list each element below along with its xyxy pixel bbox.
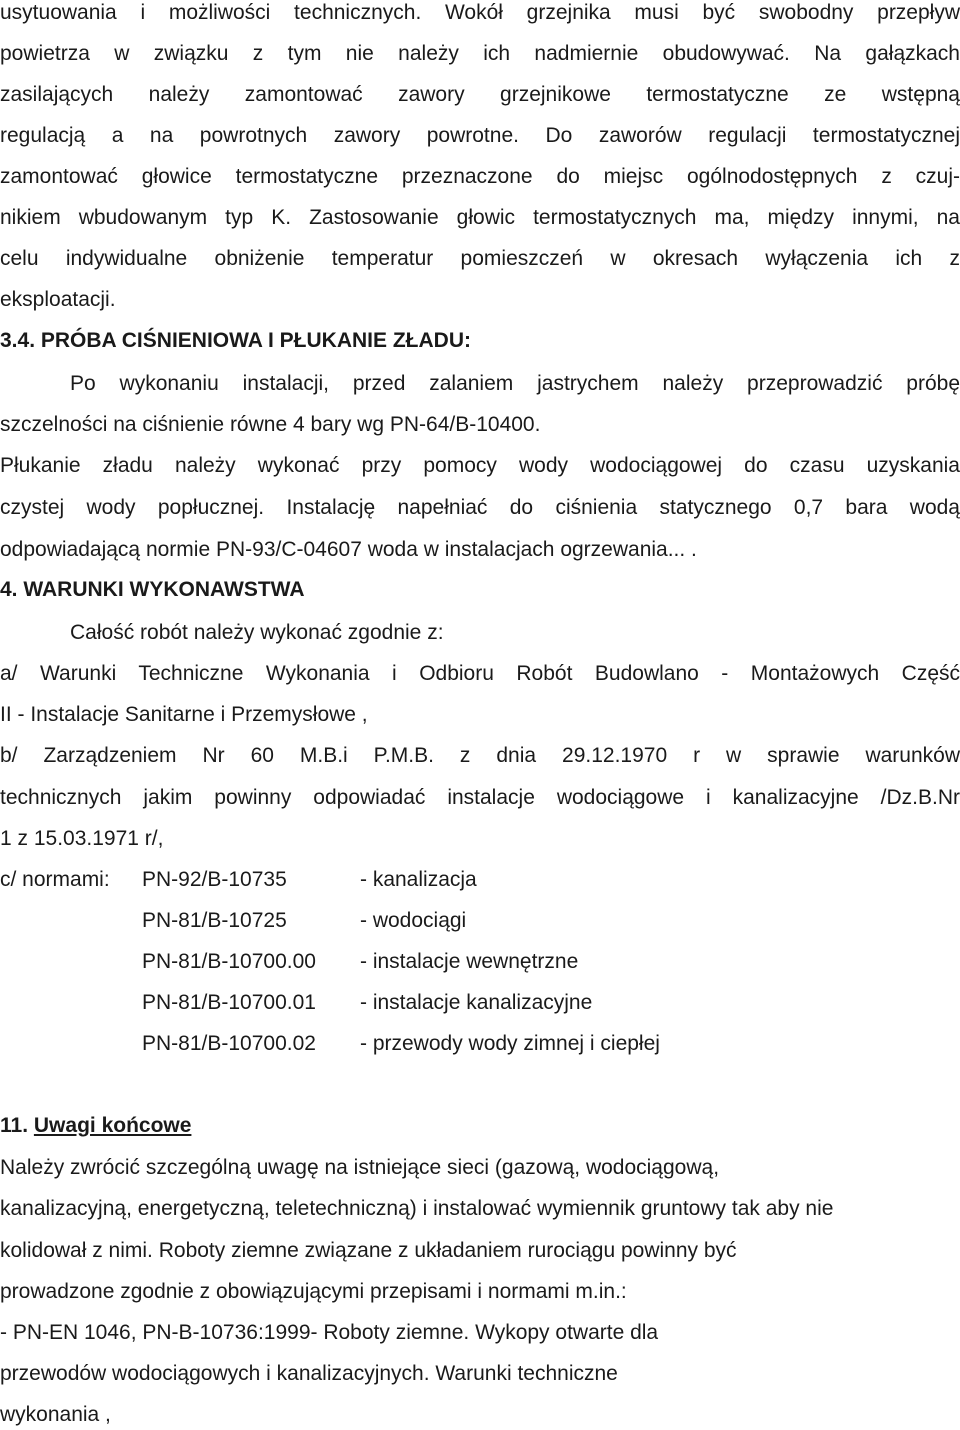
- section-title: WARUNKI WYKONAWSTWA: [23, 578, 305, 601]
- norm-code: PN-81/B-10700.00: [142, 950, 316, 973]
- text-line: wykonania ,: [0, 1403, 111, 1426]
- norms-label: c/ normami:: [0, 868, 110, 891]
- norm-description: - przewody wody zimnej i ciepłej: [360, 1032, 660, 1055]
- text-line: przewodów wodociągowych i kanalizacyjnych. Warunki techniczne: [0, 1362, 618, 1385]
- text-line: b/ Zarządzeniem Nr 60 M.B.i P.M.B. z dnia 29.12.1970 r w sprawie warunków: [0, 744, 960, 767]
- text-line: kanalizacyjną, energetyczną, teletechniczną) i instalować wymiennik gruntowy tak aby nie: [0, 1197, 834, 1220]
- text-line: prowadzone zgodnie z obowiązującymi przepisami i normami m.in.:: [0, 1280, 627, 1303]
- text-line: Należy zwrócić szczególną uwagę na istniejące sieci (gazową, wodociągową,: [0, 1156, 720, 1179]
- text-line: kolidował z nimi. Roboty ziemne związane z układaniem rurociągu powinny być: [0, 1239, 737, 1262]
- text-line: 1 z 15.03.1971 r/,: [0, 827, 164, 850]
- text-line: a/ Warunki Techniczne Wykonania i Odbioru Robót Budowlano - Montażowych Część: [0, 662, 960, 685]
- text-line: eksploatacji.: [0, 288, 116, 311]
- section-number: 4.: [0, 578, 18, 601]
- text-line: regulacją a na powrotnych zawory powrotne. Do zaworów regulacji termostatycznej: [0, 124, 960, 147]
- text-line: odpowiadającą normie PN-93/C-04607 woda w instalacjach ogrzewania... .: [0, 538, 697, 561]
- text-line: technicznych jakim powinny odpowiadać instalacje wodociągowe i kanalizacyjne /Dz.B.Nr: [0, 786, 960, 809]
- norm-description: - instalacje kanalizacyjne: [360, 991, 593, 1014]
- norm-description: - instalacje wewnętrzne: [360, 950, 579, 973]
- norm-code: PN-81/B-10700.02: [142, 1032, 316, 1055]
- section-title: PRÓBA CIŚNIENIOWA I PŁUKANIE ZŁADU:: [40, 329, 471, 352]
- text-line: zamontować głowice termostatyczne przeznaczone do miejsc ogólnodostępnych z czuj-: [0, 165, 960, 188]
- section-number: 3.4.: [0, 329, 36, 352]
- text-line: Po wykonaniu instalacji, przed zalaniem jastrychem należy przeprowadzić próbę: [70, 372, 960, 395]
- text-line: Płukanie zładu należy wykonać przy pomocy wody wodociągowej do czasu uzyskania: [0, 454, 960, 477]
- section-heading-3-4: [0, 328, 960, 354]
- norm-description: - kanalizacja: [360, 868, 477, 891]
- section-number: 11.: [0, 1114, 29, 1137]
- norm-code: PN-81/B-10700.01: [142, 991, 316, 1014]
- text-line: II - Instalacje Sanitarne i Przemysłowe ,: [0, 703, 368, 726]
- text-line: celu indywidualne obniżenie temperatur pomieszczeń w okresach wyłączenia ich z: [0, 247, 960, 270]
- section-title: Uwagi końcowe: [33, 1114, 192, 1137]
- section-heading-4: [0, 577, 960, 603]
- text-line: usytuowania i możliwości technicznych. Wokół grzejnika musi być swobodny przepływ: [0, 1, 960, 24]
- text-line: nikiem wbudowanym typ K. Zastosowanie głowic termostatycznych ma, między innymi, na: [0, 206, 960, 229]
- norm-description: - wodociągi: [360, 909, 467, 932]
- norm-code: PN-81/B-10725: [142, 909, 287, 932]
- norm-code: PN-92/B-10735: [142, 868, 287, 891]
- text-line: - PN-EN 1046, PN-B-10736:1999- Roboty ziemne. Wykopy otwarte dla: [0, 1321, 659, 1344]
- text-line: szczelności na ciśnienie równe 4 bary wg PN-64/B-10400.: [0, 413, 541, 436]
- text-line: powietrza w związku z tym nie należy ich nadmiernie obudowywać. Na gałązkach: [0, 42, 960, 65]
- text-line: Całość robót należy wykonać zgodnie z:: [70, 621, 444, 644]
- section-heading-11: [0, 1113, 960, 1139]
- text-line: zasilających należy zamontować zawory grzejnikowe termostatyczne ze wstępną: [0, 83, 960, 106]
- text-line: czystej wody popłucznej. Instalację napełniać do ciśnienia statycznego 0,7 bara wodą: [0, 496, 960, 519]
